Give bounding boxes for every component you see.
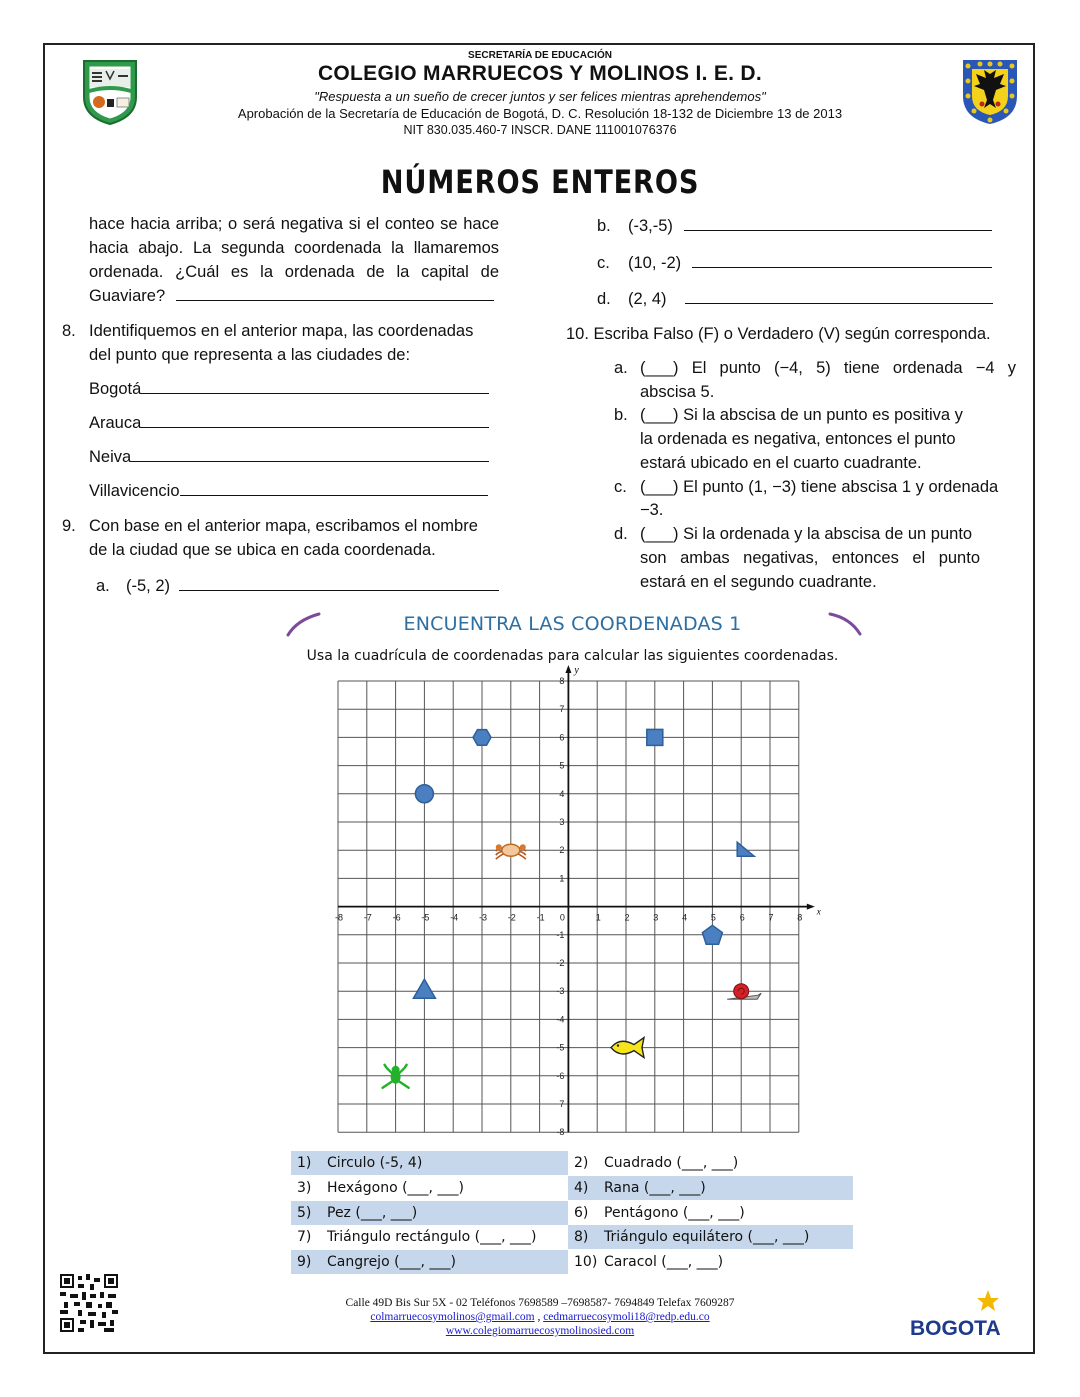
x-tick-label: 1 bbox=[595, 912, 601, 923]
answer-label: Triángulo equilátero (___, ___) bbox=[604, 1229, 810, 1246]
answer-number: 8) bbox=[574, 1229, 589, 1246]
crab-claw bbox=[520, 844, 526, 850]
y-tick-label: -4 bbox=[556, 1014, 565, 1025]
answer-label: Pentágono (___, ___) bbox=[604, 1204, 745, 1221]
answer-number: 1) bbox=[297, 1155, 312, 1171]
q9b-coord: (-3,-5) bbox=[628, 217, 673, 235]
q10b-text: Si la abscisa de un punto es positiva y bbox=[683, 406, 963, 424]
pentagon-marker bbox=[702, 925, 722, 944]
x-tick-label: -3 bbox=[478, 912, 488, 923]
q10d-line-2: son ambas negativas, entonces el punto bbox=[640, 549, 980, 567]
answer-item[interactable] bbox=[291, 1201, 568, 1225]
bogota-brand-logo bbox=[906, 1288, 1006, 1340]
fish-eye bbox=[617, 1044, 619, 1046]
guaviare-label: Guaviare? bbox=[89, 287, 166, 305]
q10d-line-1 bbox=[640, 522, 972, 546]
answer-item[interactable] bbox=[568, 1250, 853, 1274]
answer-label: Pez (___, ___) bbox=[327, 1204, 418, 1221]
y-axis-label: y bbox=[574, 665, 579, 676]
footer-website-link[interactable]: www.colegiomarruecosymolinosied.com bbox=[445, 1325, 635, 1337]
q9c-coord: (10, -2) bbox=[628, 254, 682, 272]
y-tick-label: 5 bbox=[559, 760, 565, 771]
q10a-blank-field[interactable]: (___) bbox=[640, 359, 679, 377]
footer-address: Calle 49D Bis Sur 5X - 02 Teléfonos 7698589 –7698587- 7694849 Telefax 7609287 bbox=[345, 1297, 735, 1309]
q10b-line-1 bbox=[640, 403, 963, 427]
y-axis-arrow-icon bbox=[565, 665, 571, 673]
answer-number: 6) bbox=[574, 1204, 589, 1221]
hexagon-marker bbox=[473, 730, 491, 746]
y-tick-label: 7 bbox=[559, 704, 565, 715]
q10d-letter: d. bbox=[614, 525, 628, 543]
x-tick-label: -4 bbox=[450, 912, 459, 923]
bogota-brand-text: BOGOTA bbox=[910, 1317, 1001, 1340]
q9a-answer-field[interactable] bbox=[179, 574, 499, 591]
x-tick-label: 8 bbox=[797, 912, 803, 923]
answer-number: 5) bbox=[297, 1204, 312, 1221]
q9d-row bbox=[628, 287, 993, 311]
q9-number: 9. bbox=[62, 517, 76, 535]
city-arauca-row bbox=[89, 411, 489, 435]
y-tick-label: 7 bbox=[559, 1099, 565, 1109]
q10c-letter: c. bbox=[614, 478, 627, 496]
coordinate-grid bbox=[320, 660, 830, 1140]
q10b-line-2: la ordenada es negativa, entonces el punto bbox=[640, 430, 956, 448]
answer-item[interactable] bbox=[291, 1225, 568, 1249]
city-neiva-answer-field[interactable] bbox=[131, 445, 489, 462]
q10b-letter: b. bbox=[614, 406, 628, 424]
x-tick-label: 2 bbox=[624, 912, 630, 923]
city-label-neiva: Neiva bbox=[89, 448, 132, 466]
answer-label: Circulo (-5, 4) bbox=[327, 1155, 423, 1171]
q9b-letter: b. bbox=[597, 217, 611, 235]
right-triangle-marker bbox=[737, 842, 754, 856]
crab-body bbox=[502, 844, 520, 856]
answer-number: 7) bbox=[297, 1229, 312, 1246]
y-tick-label: 2 bbox=[559, 845, 565, 856]
q9a-coord: (-5, 2) bbox=[126, 577, 171, 595]
q8-number: 8. bbox=[62, 322, 76, 340]
city-arauca-answer-field[interactable] bbox=[141, 411, 489, 428]
answer-label: Cuadrado (___, ___) bbox=[604, 1155, 739, 1171]
city-label-arauca: Arauca bbox=[89, 414, 142, 432]
answer-label: Rana (___, ___) bbox=[604, 1179, 706, 1196]
answer-item[interactable] bbox=[291, 1151, 568, 1175]
x-tick-label: -2 bbox=[507, 912, 516, 923]
guaviare-question bbox=[89, 284, 509, 308]
x-axis-arrow-icon bbox=[807, 904, 815, 910]
answer-label: Hexágono (___, ___) bbox=[327, 1179, 464, 1196]
q9b-answer-field[interactable] bbox=[684, 214, 992, 231]
circle-marker bbox=[415, 785, 433, 803]
x-tick-label: 5 bbox=[710, 912, 716, 923]
frog-head bbox=[392, 1066, 400, 1074]
answer-label: Caracol (___, ___) bbox=[604, 1254, 724, 1271]
school-name: COLEGIO MARRUECOS Y MOLINOS I. E. D. bbox=[317, 62, 763, 85]
q9-line-1: Con base en el anterior mapa, escribamos el nombre bbox=[89, 517, 478, 535]
q9-line-2: de la ciudad que se ubica en cada coordenada. bbox=[89, 541, 436, 559]
answer-number: 4) bbox=[574, 1179, 589, 1196]
x-tick-label: 3 bbox=[653, 912, 659, 923]
x-tick-label: 0 bbox=[559, 912, 565, 923]
q10d-blank-field[interactable]: (___) bbox=[640, 525, 679, 543]
plotted-points bbox=[383, 729, 762, 1087]
answer-item[interactable] bbox=[291, 1250, 568, 1274]
footer-email-1-link[interactable]: colmarruecosymolinos@gmail.com bbox=[370, 1311, 535, 1323]
y-tick-label: 1 bbox=[559, 873, 565, 884]
y-tick-label: -3 bbox=[556, 986, 565, 997]
x-tick-label: -8 bbox=[334, 912, 344, 923]
y-tick-label: 4 bbox=[559, 788, 565, 799]
exercise-subtitle: Usa la cuadrícula de coordenadas para calcular las siguientes coordenadas. bbox=[306, 648, 839, 664]
y-tick-label: 8 bbox=[559, 676, 565, 686]
y-tick-label: -6 bbox=[556, 1070, 565, 1081]
intro-line-2: hacia abajo. La segunda coordenada la llamaremos bbox=[89, 239, 499, 257]
y-tick-label: -1 bbox=[556, 929, 565, 940]
q9c-row bbox=[628, 251, 992, 275]
exercise-title: ENCUENTRA LAS COORDENADAS 1 bbox=[403, 613, 742, 635]
city-bogota-row bbox=[89, 377, 489, 401]
crab-claw bbox=[496, 844, 502, 850]
q10c-line-1 bbox=[640, 475, 998, 499]
q10a-line-2: abscisa 5. bbox=[640, 383, 715, 401]
q9d-letter: d. bbox=[597, 290, 611, 308]
q10c-text: El punto (1, −3) tiene abscisa 1 y ordenada bbox=[683, 478, 999, 496]
answer-label: Cangrejo (___, ___) bbox=[327, 1254, 456, 1271]
square-marker bbox=[647, 729, 663, 745]
y-tick-label: 6 bbox=[559, 732, 565, 743]
x-tick-label: -5 bbox=[421, 912, 430, 923]
q10b-blank-field[interactable]: (___) bbox=[640, 406, 679, 424]
q10a-letter: a. bbox=[614, 359, 628, 377]
x-tick-label: -7 bbox=[363, 912, 372, 923]
answer-number: 10) bbox=[574, 1254, 598, 1271]
answer-number: 9) bbox=[297, 1254, 312, 1271]
q8-line-2: del punto que representa a las ciudades de: bbox=[89, 346, 411, 364]
answer-number: 3) bbox=[297, 1179, 312, 1196]
answer-item[interactable] bbox=[568, 1201, 853, 1225]
q10d-text: Si la ordenada y la abscisa de un punto bbox=[683, 525, 973, 543]
axes bbox=[338, 665, 821, 1132]
y-tick-label: -5 bbox=[556, 1042, 565, 1053]
intro-line-3: ordenada. ¿Cuál es la ordenada de la capital de bbox=[89, 263, 499, 281]
q10-instruction: 10. Escriba Falso (F) o Verdadero (V) según corresponda. bbox=[566, 325, 991, 343]
x-tick-label: -6 bbox=[392, 912, 401, 923]
city-label-villavicencio: Villavicencio bbox=[89, 482, 180, 500]
snail-shell bbox=[734, 984, 749, 999]
q9d-coord: (2, 4) bbox=[628, 290, 667, 308]
city-bogota-answer-field[interactable] bbox=[141, 377, 489, 394]
q9c-letter: c. bbox=[597, 254, 610, 272]
y-tick-label: -8 bbox=[556, 1127, 565, 1138]
equilateral-triangle-marker bbox=[413, 979, 435, 998]
q9c-answer-field[interactable] bbox=[692, 251, 992, 268]
q8-line-1: Identifiquemos en el anterior mapa, las coordenadas bbox=[89, 322, 474, 340]
answer-item[interactable] bbox=[291, 1176, 568, 1200]
q10c-line-2: −3. bbox=[640, 501, 664, 519]
q9b-row bbox=[628, 214, 992, 238]
q9d-answer-field[interactable] bbox=[685, 287, 993, 304]
city-villavicencio-row bbox=[89, 479, 488, 503]
answer-item[interactable] bbox=[568, 1225, 853, 1249]
footer-email-2-link[interactable]: cedmarruecosymoli18@redp.edu.co bbox=[543, 1311, 710, 1323]
q9a-row bbox=[126, 574, 499, 598]
intro-line-1: hace hacia arriba; o será negativa si el conteo se hace bbox=[89, 215, 499, 233]
school-motto: "Respuesta a un sueño de crecer juntos y ser felices mientras aprehendemos" bbox=[314, 89, 766, 104]
fish-body bbox=[611, 1038, 644, 1058]
q10b-line-3: estará ubicado en el cuarto cuadrante. bbox=[640, 454, 922, 472]
secretaria-label: SECRETARÍA DE EDUCACIÓN bbox=[468, 50, 612, 61]
nit-text: NIT 830.035.460-7 INSCR. DANE 111001076376 bbox=[403, 123, 677, 137]
city-label-bogota: Bogotá bbox=[89, 380, 142, 398]
x-tick-label: 6 bbox=[739, 912, 745, 923]
y-tick-label: -2 bbox=[556, 958, 565, 968]
answer-number: 2) bbox=[574, 1155, 589, 1171]
approval-text: Aprobación de la Secretaría de Educación de Bogotá, D. C. Resolución 18-132 de Diciembre 13 de 2013 bbox=[237, 106, 843, 121]
q10a-line-1 bbox=[640, 356, 1016, 380]
guaviare-answer-field[interactable] bbox=[176, 284, 494, 301]
q10a-text: El punto (−4, 5) tiene ordenada −4 y bbox=[691, 359, 1016, 377]
x-tick-label: -1 bbox=[536, 912, 545, 923]
footer-email-separator: , bbox=[534, 1311, 544, 1323]
star-icon bbox=[977, 1290, 999, 1311]
q10d-line-3: estará en el segundo cuadrante. bbox=[640, 573, 877, 591]
q10c-blank-field[interactable]: (___) bbox=[640, 478, 679, 496]
x-axis-label: x bbox=[816, 906, 821, 917]
answer-label: Triángulo rectángulo (___, ___) bbox=[327, 1229, 537, 1246]
y-tick-label: 3 bbox=[559, 817, 565, 827]
city-villavicencio-answer-field[interactable] bbox=[180, 479, 488, 496]
answer-item[interactable] bbox=[568, 1151, 853, 1175]
city-neiva-row bbox=[89, 445, 489, 469]
answer-item[interactable] bbox=[568, 1176, 853, 1200]
x-tick-label: 4 bbox=[682, 912, 688, 923]
document-title: NÚMEROS ENTEROS bbox=[380, 163, 700, 201]
q9a-letter: a. bbox=[96, 577, 110, 595]
fish-icon bbox=[611, 1038, 644, 1058]
x-tick-label: 7 bbox=[768, 912, 774, 923]
